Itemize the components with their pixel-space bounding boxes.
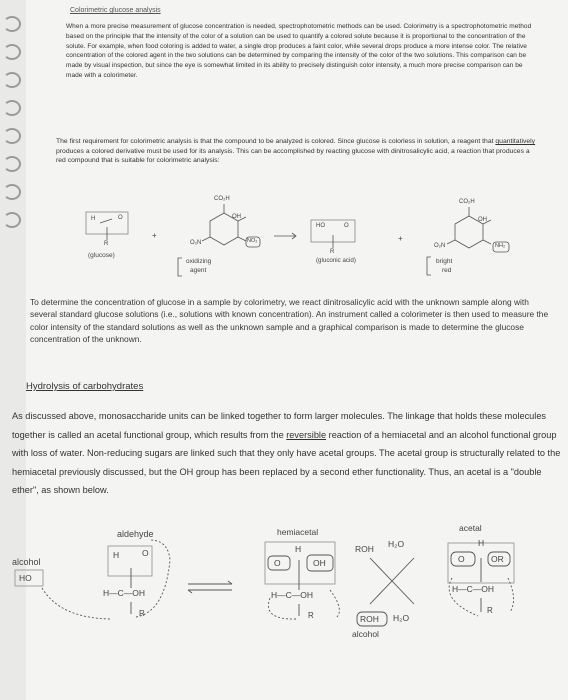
text-span: reaction of a hemiacetal and an alcohol functional group with loss of water. Non-reducing sugars are linked such that they only have acetal groups. The acetal group is structurally related to the hemiacetal previously discussed, but the OH group has been replaced by a second ether functionality. Thus, an acetal is a "double ether", as shown below. <box>12 429 561 496</box>
text-span: As discussed above, monosaccharide units can be linked together to form larger molecules. The linkage that holds these molecules together is called an acetal functional group, which results from the <box>12 411 547 440</box>
text-span: The first requirement for colorimetric analysis is that the compound to be analyzed is colored. Since glucose is colorless in solution, a reagent that <box>56 138 496 145</box>
paragraph-colorimetry: When a more precise measurement of glucose concentration is needed, spectrophotometric methods can be used. Colorimetry is a spectrophotometric method based on the principle that the intensity of the color of a solution can be used to quantify a colored solute because it is proportional to the concentration of the solute. For example, when food coloring is added to water, a single drop produces a faint color, while several drops produce a more intense color. The relative concentration of the colored agent in the two solutions can be determined by comparing the intensity of the color of the two solutions. This comparison can be made by visual inspection, but since the eye is somewhat limited in its ability to precisely distinguish color intensity, a much more precise comparison can be made with a colorimeter. <box>66 23 532 79</box>
label-red: red <box>442 267 452 274</box>
label-oxidizing: oxidizing <box>186 258 212 265</box>
label-o: O <box>458 554 465 564</box>
label-o: O <box>142 548 149 558</box>
label-roh: ROH <box>360 614 379 624</box>
label-nh2: NH₂ <box>495 243 506 249</box>
label-alcohol: alcohol <box>12 557 41 567</box>
label-roh: ROH <box>355 544 374 554</box>
label-r: R <box>308 611 314 620</box>
label-glucose: (glucose) <box>88 252 115 259</box>
label-hemiacetal: hemiacetal <box>277 527 319 537</box>
label-r: R <box>104 241 109 247</box>
plus-sign: + <box>152 231 157 240</box>
spiral-binding <box>0 0 26 700</box>
label-o: O <box>118 215 123 221</box>
label-acetal: acetal <box>459 523 482 533</box>
underlined-word: quantitatively <box>495 138 536 145</box>
label-oh: OH <box>313 558 326 568</box>
paragraph-acetal <box>12 407 568 500</box>
label-h: H <box>113 550 120 560</box>
label-o: O <box>344 223 349 229</box>
label-r: R <box>139 609 145 618</box>
label-bright: bright <box>436 258 453 265</box>
plus-sign: + <box>398 234 403 243</box>
label-gluconic-acid: (gluconic acid) <box>316 257 356 264</box>
label-agent: agent <box>190 267 207 274</box>
label-h-c-oh: H—C—OH <box>103 588 146 598</box>
paragraph-determine-concentration: To determine the concentration of glucose in a sample by colorimetry, we react dinitrosalicylic acid with the unknown sample along with several standard glucose solutions (i.e., solutions with known concentration). An instrument called a colorimeter is then used to measure the color intensity of the standard solutions as well as the unknown sample and a graphical comparison is made to determine the glucose concentration of the unknown. <box>30 297 549 344</box>
section-title: Colorimetric glucose analysis <box>70 7 161 14</box>
label-or: OR <box>491 554 504 564</box>
label-h: H <box>478 538 485 548</box>
label-alcohol: alcohol <box>352 629 379 639</box>
label-h-c-oh: H—C—OH <box>452 584 495 594</box>
label-ho: HO <box>19 573 32 583</box>
label-ho: HO <box>316 223 325 229</box>
label-h2o: H₂O <box>388 539 405 549</box>
label-o2n: O₂N <box>434 243 446 249</box>
label-oh: OH <box>478 217 487 223</box>
paragraph-requirement <box>56 137 538 166</box>
text-span: produces a colored derivative must be used for its analysis. This can be accomplished by reacting glucose with dinitrosalicylic acid, a reaction that produces a red compound that is suitable for colorimetric analysis: <box>56 147 530 165</box>
label-co2h: CO₂H <box>214 196 230 202</box>
label-aldehyde: aldehyde <box>117 529 154 539</box>
label-h: H <box>91 216 96 222</box>
label-no2: NO₂ <box>247 238 258 244</box>
label-r: R <box>487 606 493 615</box>
label-co2h: CO₂H <box>459 199 475 205</box>
label-o: O <box>274 558 281 568</box>
label-h2o: H₂O <box>393 613 410 623</box>
label-h-c-oh: H—C—OH <box>271 590 314 600</box>
label-h: H <box>295 544 302 554</box>
label-oh: OH <box>232 214 241 220</box>
underlined-word: reversible <box>286 429 327 440</box>
heading-hydrolysis: Hydrolysis of carbohydrates <box>26 381 144 392</box>
label-o2n: O₂N <box>190 240 202 246</box>
label-r: R <box>330 249 335 255</box>
